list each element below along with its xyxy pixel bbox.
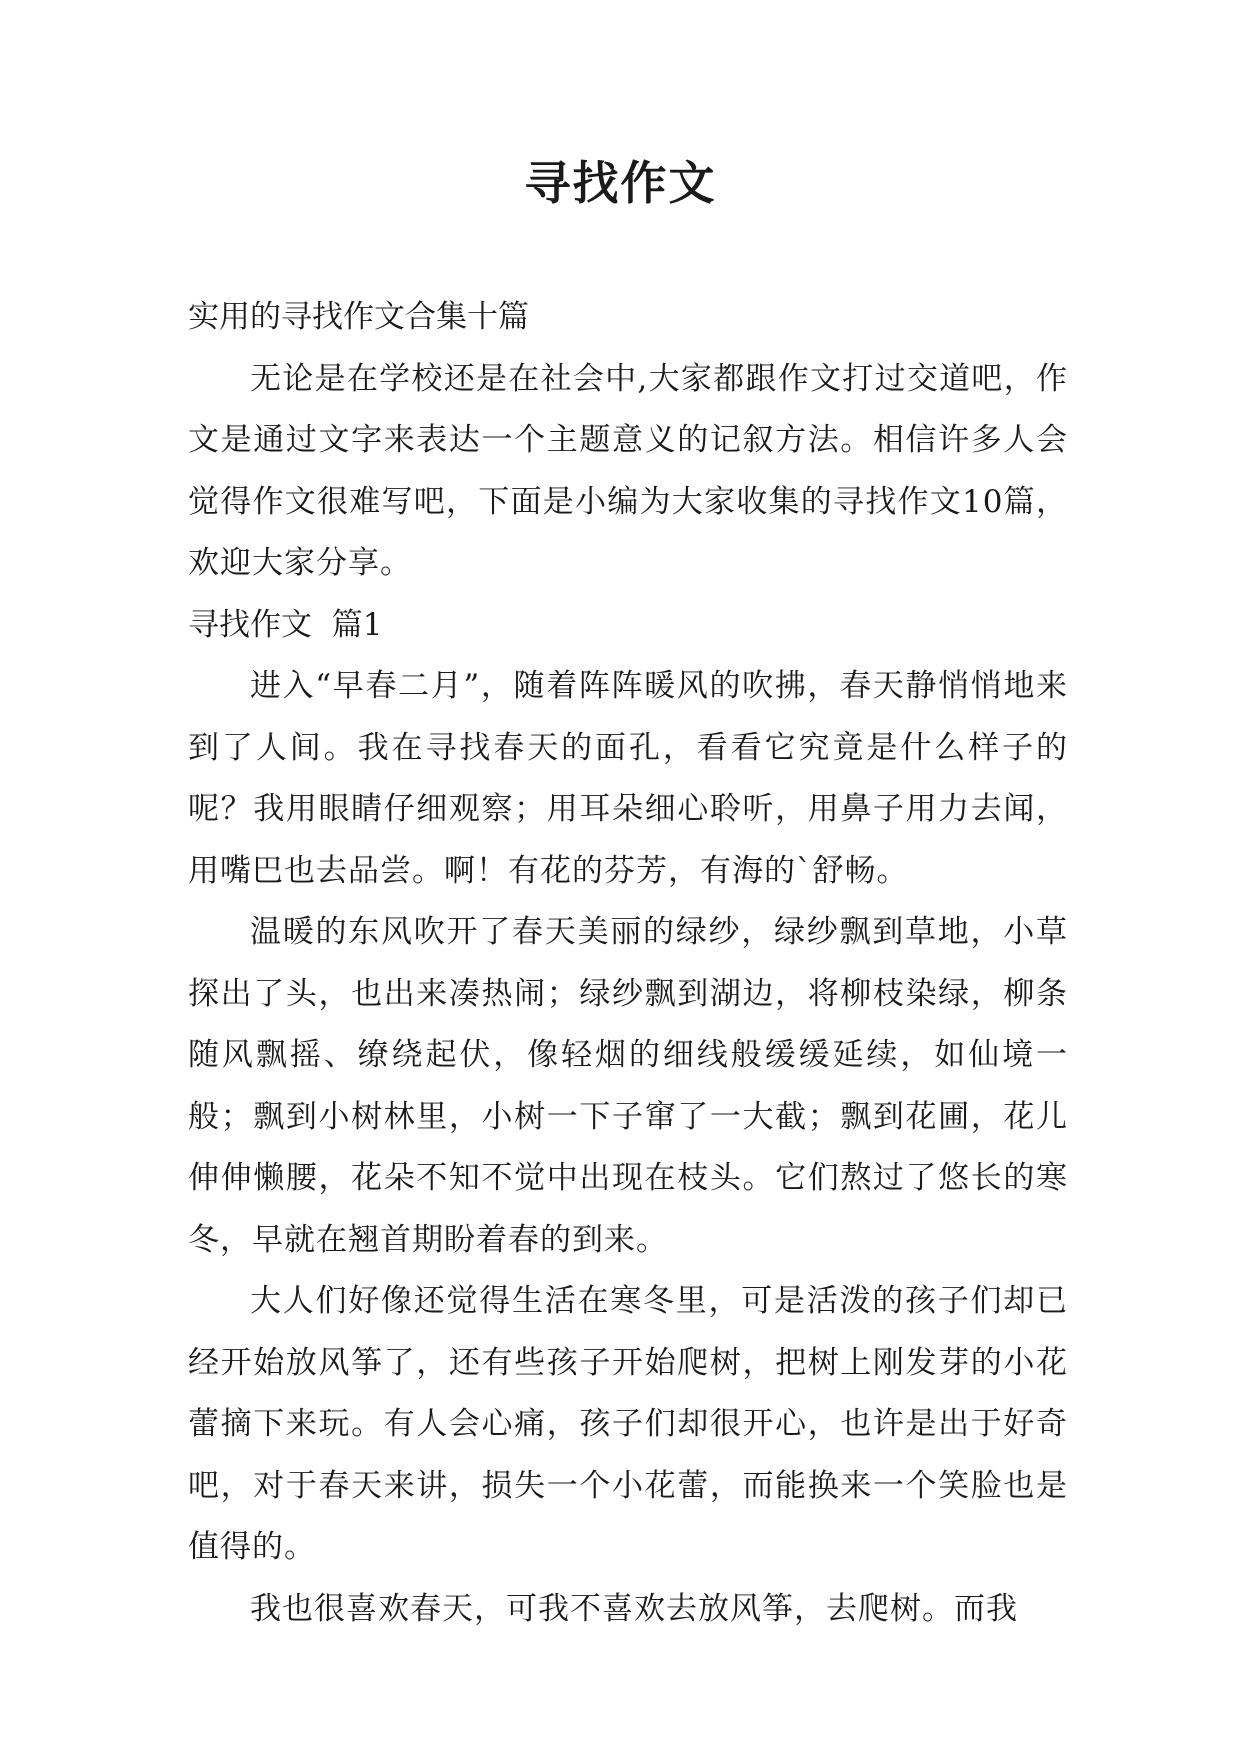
intro-paragraph: 无论是在学校还是在社会中,大家都跟作文打过交道吧，作文是通过文字来表达一个主题意义的记叙方法。相信许多人会觉得作文很难写吧，下面是小编为大家收集的寻找作文10篇，欢迎大家分享。 <box>188 360 1068 581</box>
document-subtitle: 实用的寻找作文合集十篇 <box>188 299 529 335</box>
page-title: 寻找作文 <box>524 156 717 210</box>
body-paragraph: 大人们好像还觉得生活在寒冬里，可是活泼的孩子们却已经开始放风筝了，还有些孩子开始爬树，把树上刚发芽的小花蕾摘下来玩。有人会心痛，孩子们却很开心，也许是出于好奇吧，对于春天来讲，损失一个小花蕾，而能换来一个笑脸也是值得的。 <box>188 1283 1068 1565</box>
document-body <box>188 287 1068 1640</box>
body-paragraph: 温暖的东风吹开了春天美丽的绿纱，绿纱飘到草地，小草探出了头，也出来凑热闹；绿纱飘到湖边，将柳枝染绿，柳条随风飘摇、缭绕起伏，像轻烟的细线般缓缓延续，如仙境一般；飘到小树林里，小树一下子窜了一大截；飘到花圃，花儿伸伸懒腰，花朵不知不觉中出现在枝头。它们熬过了悠长的寒冬，早就在翘首期盼着春的到来。 <box>188 914 1068 1258</box>
body-paragraph: 我也很喜欢春天，可我不喜欢去放风筝，去爬树。而我 <box>250 1590 1018 1627</box>
section-heading: 寻找作文 篇1 <box>188 606 383 643</box>
body-paragraph: 进入“早春二月”，随着阵阵暖风的吹拂，春天静悄悄地来到了人间。我在寻找春天的面孔，看看它究竟是什么样子的呢？我用眼睛仔细观察；用耳朵细心聆听，用鼻子用力去闻，用嘴巴也去品尝。啊！有花的芬芳，有海的`舒畅。 <box>188 668 1068 889</box>
